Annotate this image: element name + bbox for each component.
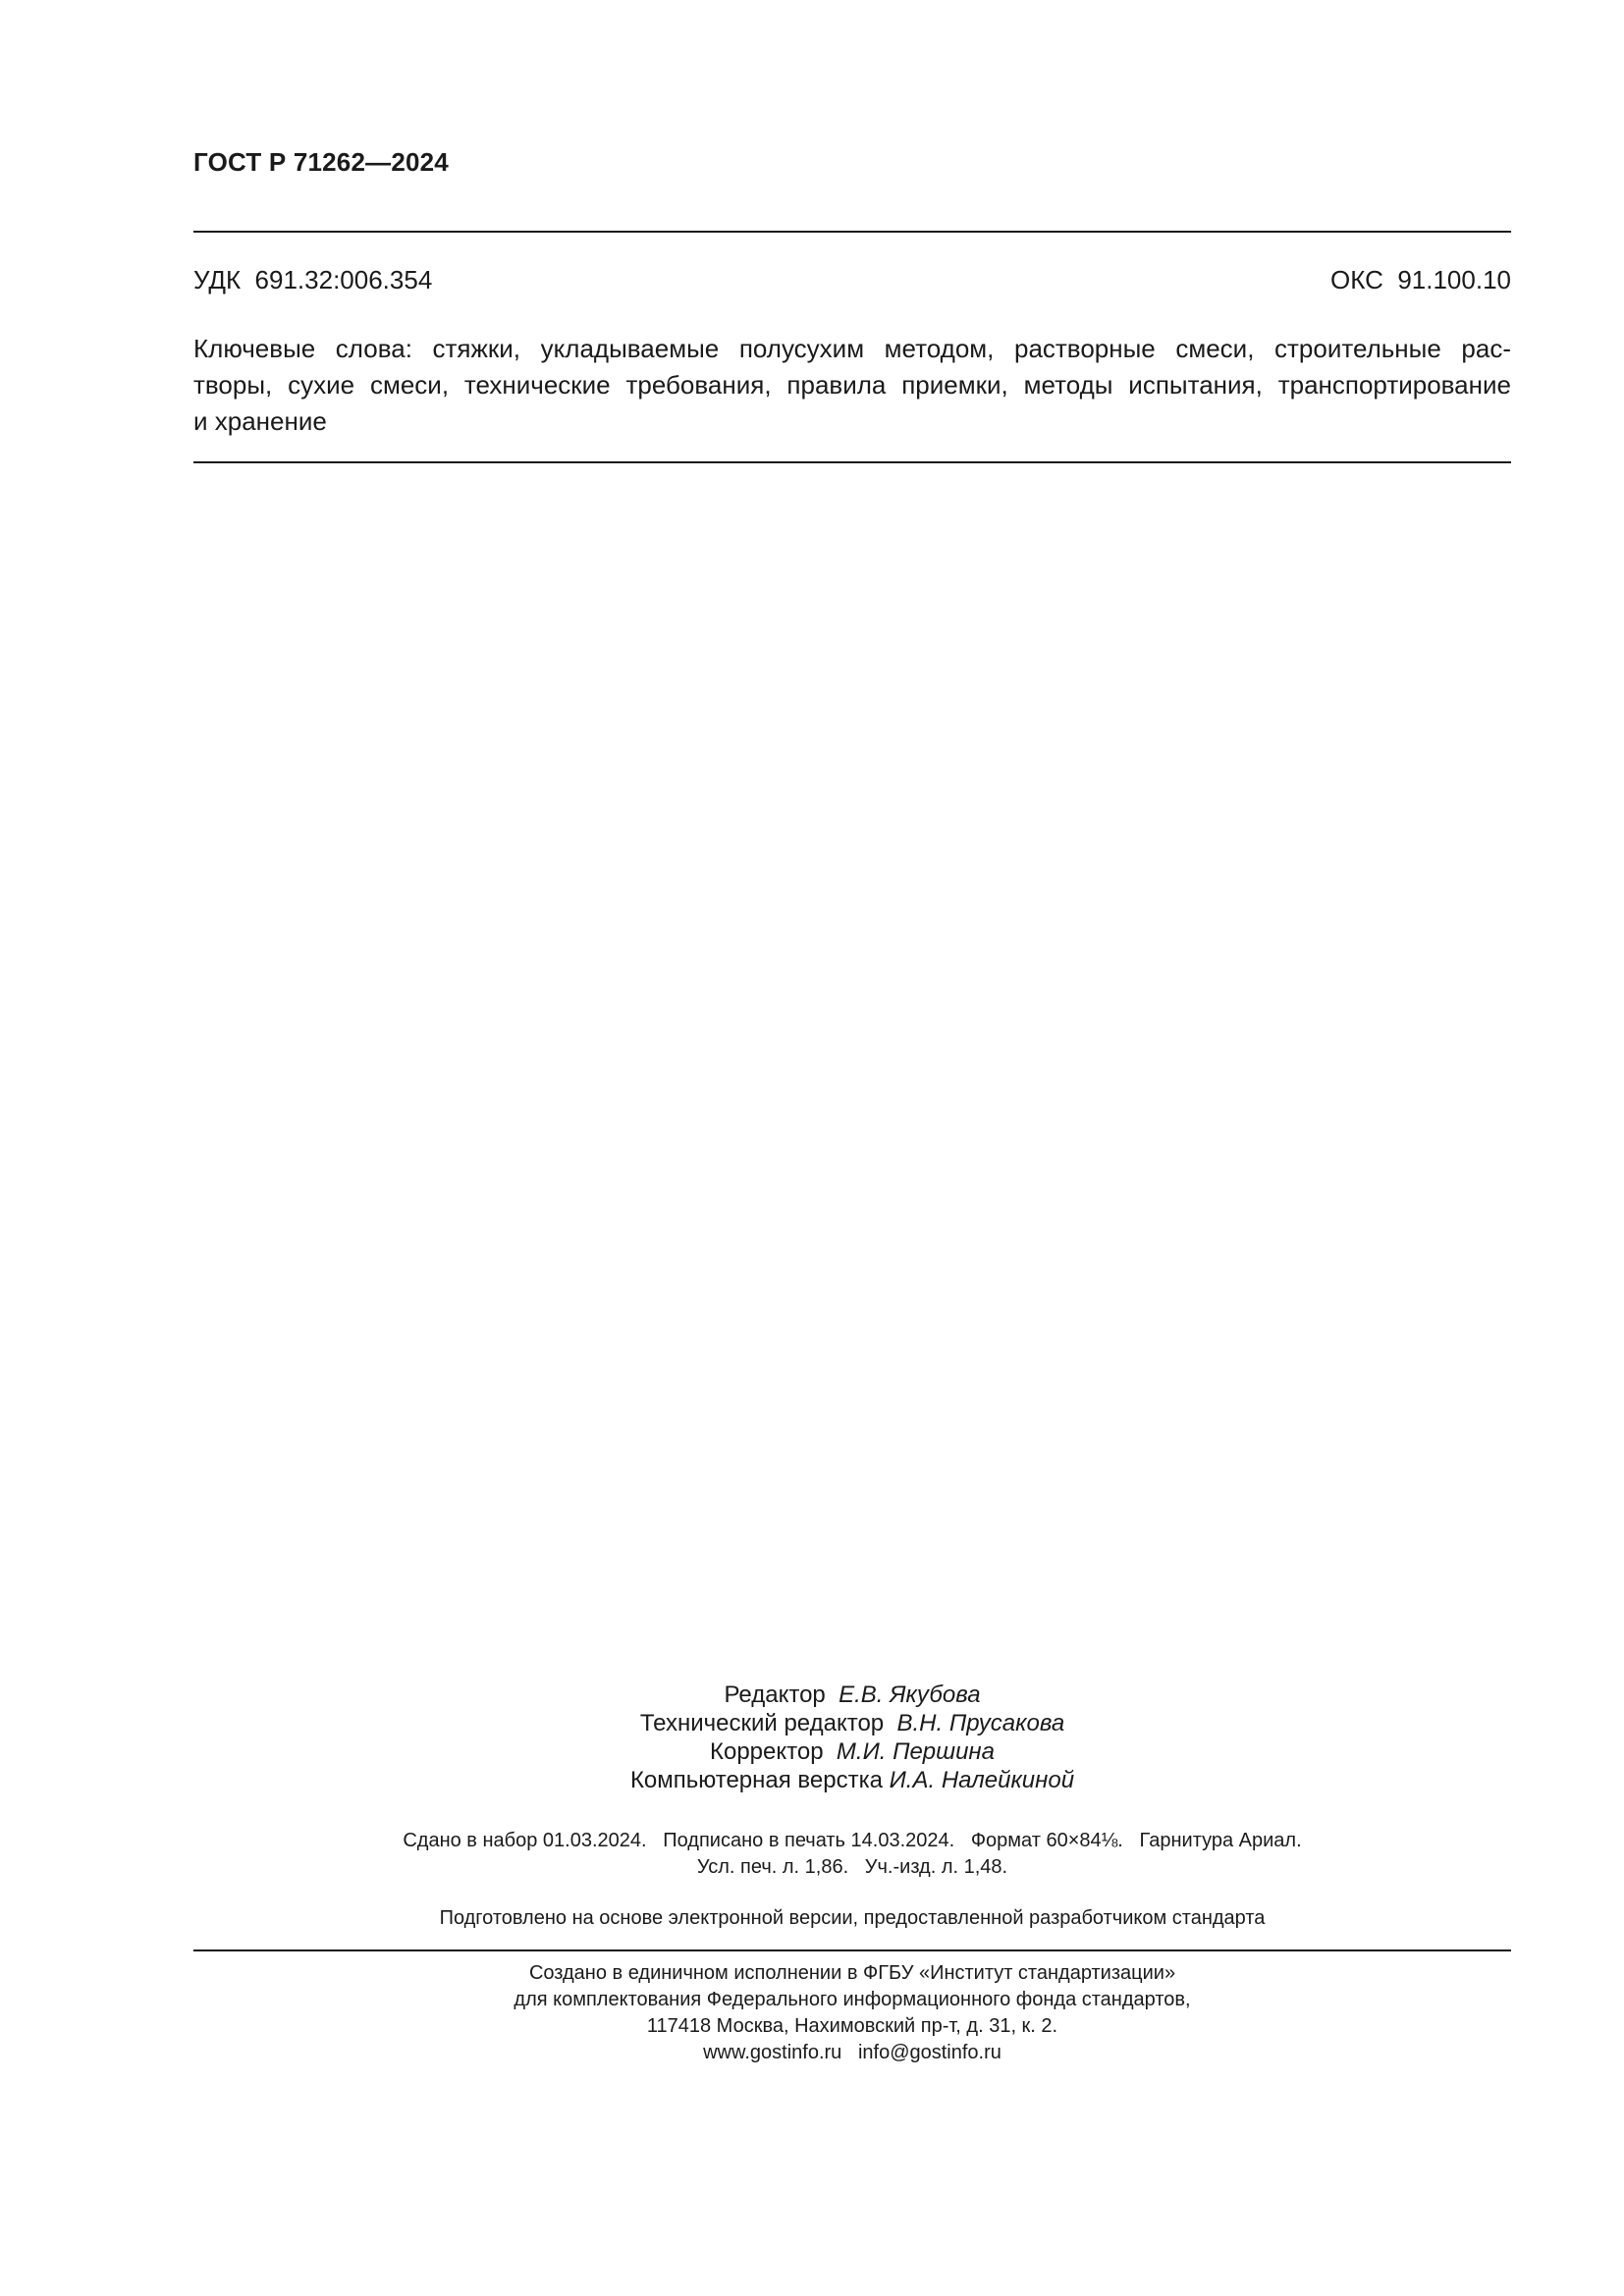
tech-editor-name: В.Н. Прусакова	[896, 1710, 1065, 1736]
keywords-line-2: творы, сухие смеси, технические требования, правила приемки, методы испытания, транспортирование	[193, 370, 1511, 400]
classification-row	[193, 265, 1511, 295]
credit-layout	[193, 1766, 1511, 1794]
editor-label: Редактор	[724, 1682, 826, 1708]
proofreader-name: М.И. Першина	[836, 1738, 995, 1765]
tech-editor-label: Технический редактор	[639, 1710, 885, 1736]
credits-block	[193, 1681, 1511, 1794]
udk-code: УДК 691.32:006.354	[193, 265, 433, 294]
publisher-line-3: 117418 Москва, Нахимовский пр-т, д. 31, к. 2.	[646, 2015, 1058, 2037]
credit-tech-editor	[193, 1709, 1511, 1737]
keywords-line-3: и хранение	[193, 406, 327, 436]
print-info-line-1: Сдано в набор 01.03.2024. Подписано в печать 14.03.2024. Формат 60×84⅛. Гарнитура Ариал.	[403, 1830, 1302, 1851]
editor-name: Е.В. Якубова	[839, 1682, 981, 1708]
top-divider	[193, 231, 1511, 233]
prepared-note: Подготовлено на основе электронной версии, предоставленной разработчиком стандарта	[439, 1907, 1266, 1929]
publisher-contacts: www.gostinfo.ru info@gostinfo.ru	[703, 2042, 1001, 2063]
publisher-divider	[193, 1949, 1511, 1951]
keywords-divider	[193, 461, 1511, 463]
document-code: ГОСТ Р 71262—2024	[193, 147, 449, 177]
credit-proofreader	[193, 1737, 1511, 1766]
publisher-line-2: для комплектования Федерального информационного фонда стандартов,	[514, 1989, 1191, 2010]
keywords-line-1: Ключевые слова: стяжки, укладываемые полусухим методом, растворные смеси, строительные рас-	[193, 334, 1511, 363]
oks-code: ОКС 91.100.10	[1330, 265, 1511, 294]
print-info	[193, 1828, 1511, 1881]
layout-label: Компьютерная верстка	[629, 1767, 883, 1793]
layout-name: И.А. Налейкиной	[889, 1767, 1075, 1793]
keywords-block	[193, 331, 1511, 440]
publisher-block	[193, 1960, 1511, 2066]
credit-editor	[193, 1681, 1511, 1709]
proofreader-label: Корректор	[710, 1738, 824, 1765]
publisher-line-1: Создано в единичном исполнении в ФГБУ «Институт стандартизации»	[528, 1962, 1176, 1984]
print-info-line-2: Усл. печ. л. 1,86. Уч.-изд. л. 1,48.	[696, 1856, 1008, 1878]
